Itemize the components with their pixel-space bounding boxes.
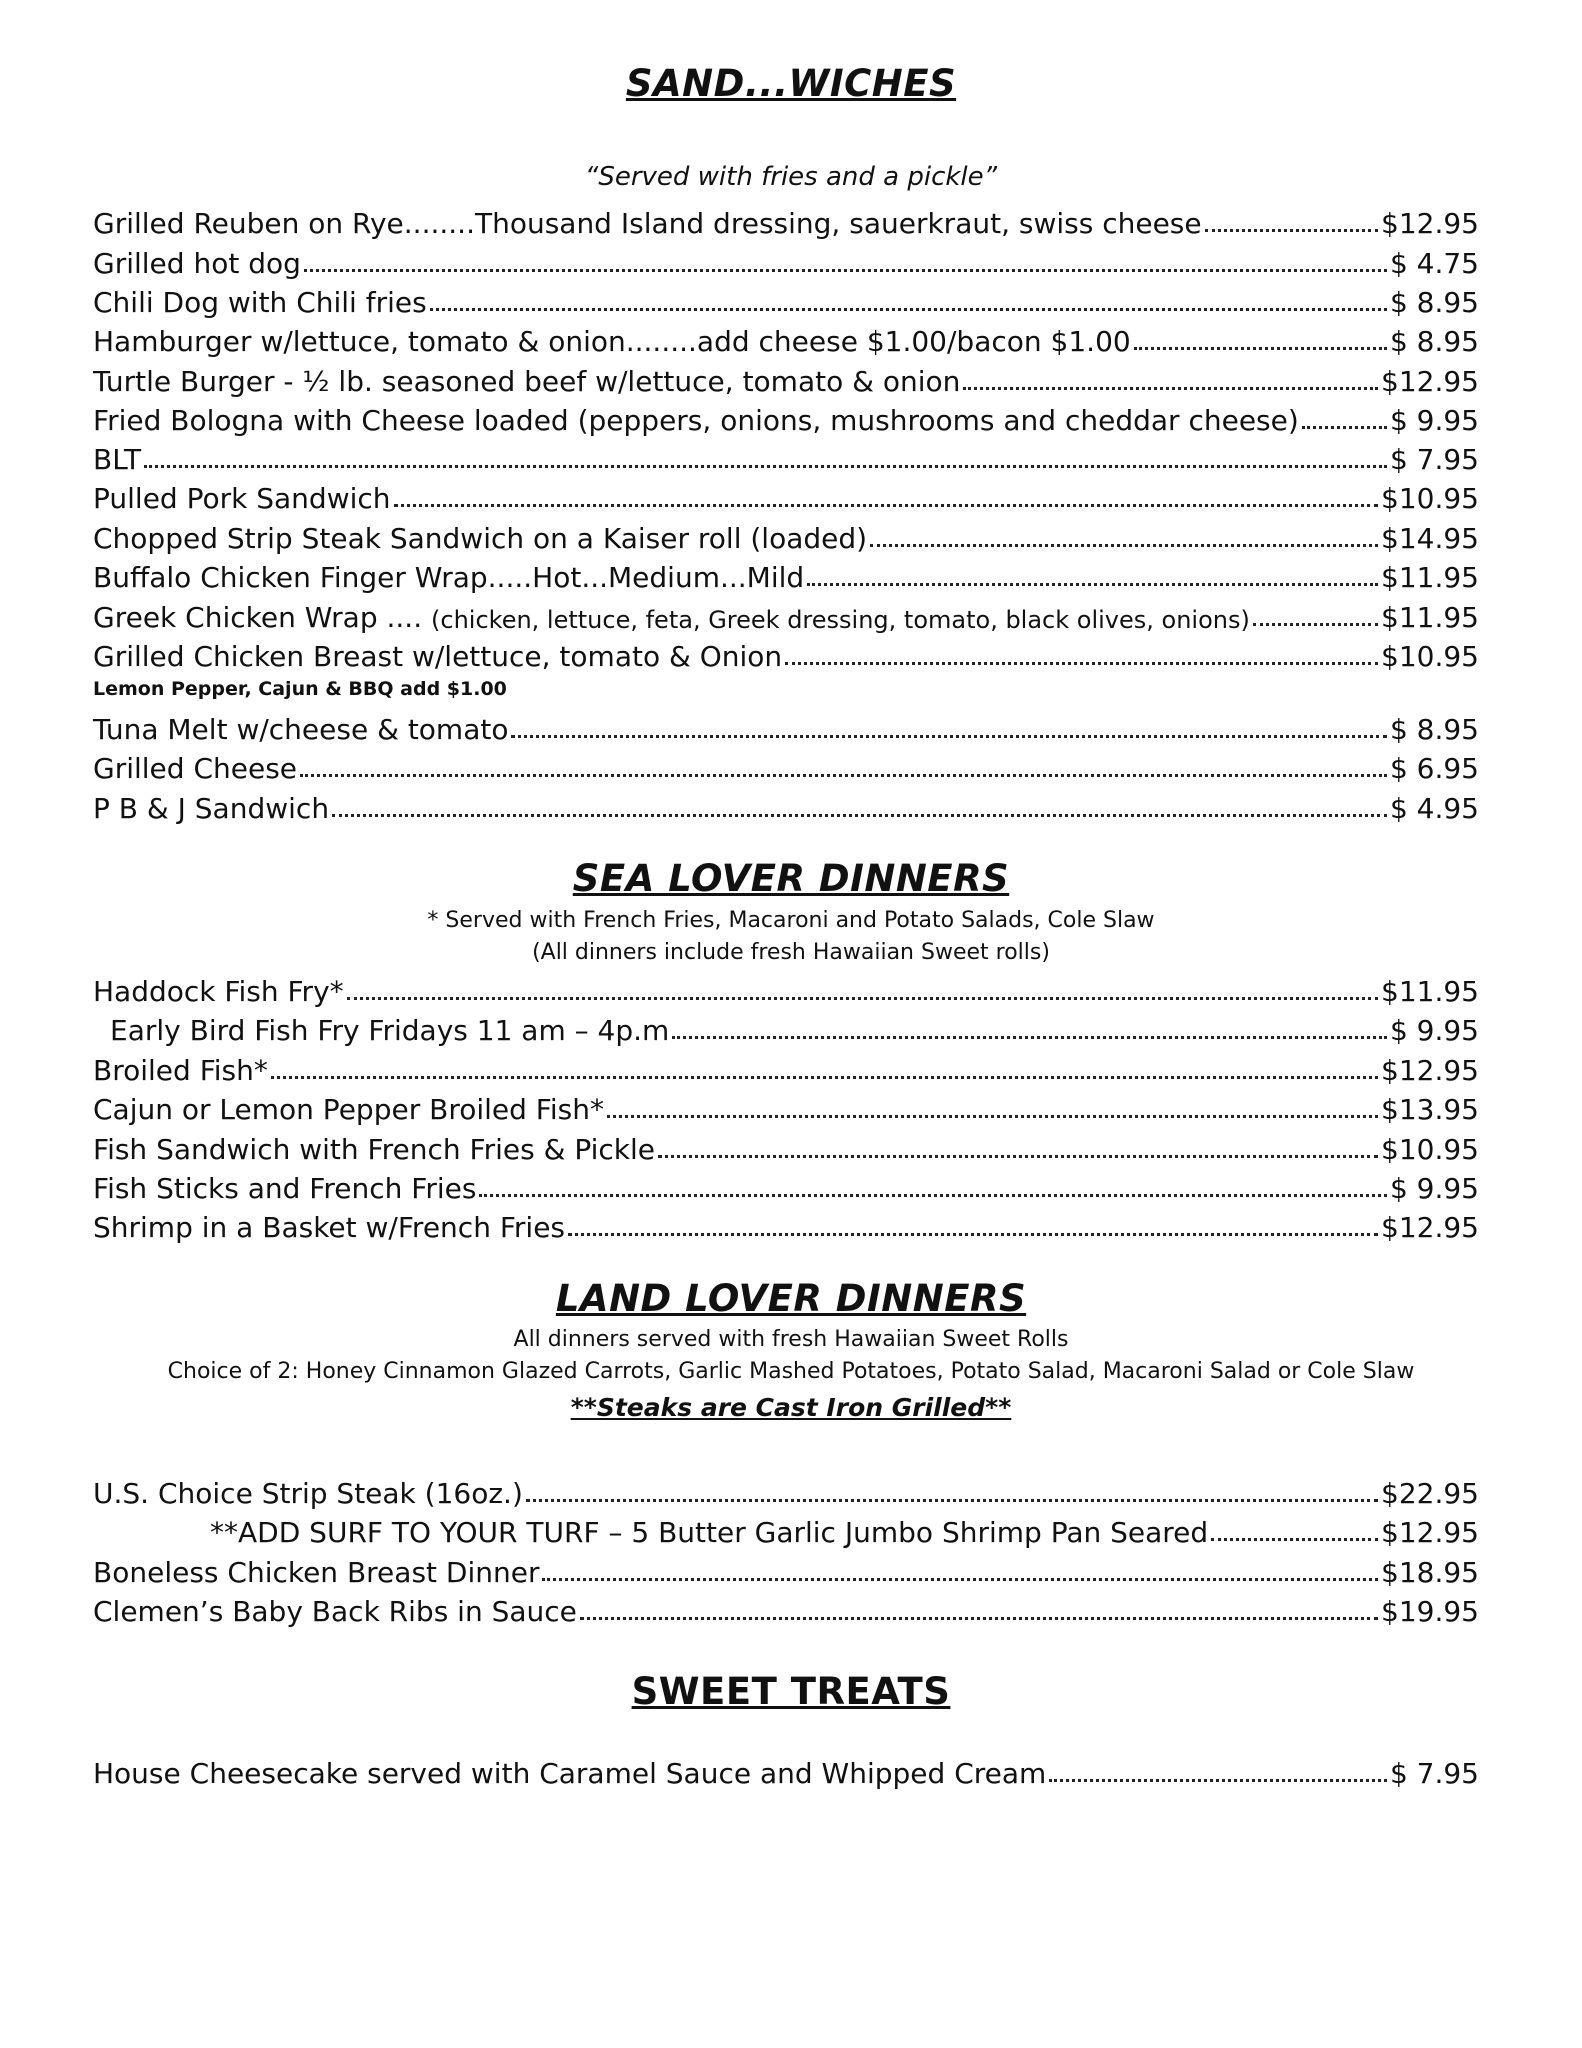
item-price: $ 8.95 [1389, 286, 1479, 319]
menu-item [93, 1126, 1479, 1166]
menu-item [93, 318, 1479, 358]
item-price: $ 9.95 [1389, 1014, 1479, 1047]
dot-leader [807, 583, 1378, 586]
item-price: $11.95 [1381, 601, 1479, 634]
menu-item [93, 554, 1479, 594]
dot-leader [479, 1194, 1386, 1197]
item-price: $12.95 [1381, 1516, 1479, 1549]
item-name: Grilled Chicken Breast w/lettuce, tomato & Onion [93, 640, 783, 673]
menu-item [93, 515, 1479, 555]
menu-item [93, 968, 1479, 1008]
item-name: Turtle Burger - ½ lb. seasoned beef w/lettuce, tomato & onion [93, 365, 961, 398]
dot-leader [1049, 1779, 1387, 1782]
menu-item [93, 1204, 1479, 1244]
dot-leader [672, 1036, 1387, 1039]
item-name: Greek Chicken Wrap .... [93, 601, 423, 634]
item-name: Pulled Pork Sandwich [93, 482, 391, 515]
item-name: Grilled Cheese [93, 752, 298, 785]
sandwich-addon-note: Lemon Pepper, Cajun & BBQ add $1.00 [93, 678, 507, 700]
dot-leader [511, 735, 1386, 738]
item-name: Fish Sticks and French Fries [93, 1172, 477, 1205]
item-price: $12.95 [1381, 1054, 1479, 1087]
item-price: $ 9.95 [1389, 404, 1479, 437]
menu-item [110, 1007, 1479, 1047]
item-price: $ 7.95 [1389, 443, 1479, 476]
dot-leader [542, 1578, 1378, 1581]
dot-leader [1134, 347, 1387, 350]
dot-leader [1211, 1538, 1378, 1541]
menu-item [210, 1509, 1479, 1549]
dot-leader [394, 504, 1379, 507]
menu-item [93, 1165, 1479, 1205]
item-name: BLT [93, 443, 142, 476]
menu-item [93, 1588, 1479, 1628]
dot-leader [526, 1499, 1378, 1502]
item-price: $14.95 [1381, 522, 1479, 555]
dot-leader [963, 387, 1378, 390]
dot-leader [430, 308, 1387, 311]
dot-leader [1253, 623, 1378, 626]
sandwiches-subtitle: “Served with fries and a pickle” [584, 162, 998, 192]
item-price: $ 9.95 [1389, 1172, 1479, 1205]
item-price: $ 6.95 [1389, 752, 1479, 785]
item-name: Fish Sandwich with French Fries & Pickle [93, 1133, 656, 1166]
dot-leader [271, 1076, 1378, 1079]
item-name: P B & J Sandwich [93, 792, 330, 825]
item-detail: (chicken, lettuce, feta, Greek dressing, tomato, black olives, onions) [431, 606, 1250, 634]
menu-item [93, 1470, 1479, 1510]
item-name: Early Bird Fish Fry Fridays 11 am – 4p.m [110, 1014, 670, 1047]
menu-item [93, 240, 1479, 280]
menu-item [93, 594, 1479, 634]
item-price: $11.95 [1381, 561, 1479, 594]
menu-item [93, 475, 1479, 515]
item-name: Boneless Chicken Breast Dinner [93, 1556, 540, 1589]
menu-item [93, 1047, 1479, 1087]
item-price: $12.95 [1381, 365, 1479, 398]
menu-item [93, 279, 1479, 319]
item-price: $13.95 [1381, 1093, 1479, 1126]
item-name: Haddock Fish Fry* [93, 975, 344, 1008]
item-name: Chili Dog with Chili fries [93, 286, 427, 319]
land-note-steaks: **Steaks are Cast Iron Grilled** [570, 1393, 1012, 1422]
dot-leader [568, 1233, 1378, 1236]
item-price: $22.95 [1381, 1477, 1479, 1510]
menu-item [93, 785, 1479, 825]
item-price: $10.95 [1381, 1133, 1479, 1166]
item-price: $10.95 [1381, 482, 1479, 515]
item-price: $19.95 [1381, 1595, 1479, 1628]
item-name: Tuna Melt w/cheese & tomato [93, 713, 509, 746]
item-name: Fried Bologna with Cheese loaded (peppers, onions, mushrooms and cheddar cheese) [93, 404, 1299, 437]
sea-lover-heading: SEA LOVER DINNERS [572, 857, 1010, 900]
item-price: $ 7.95 [1389, 1757, 1479, 1790]
item-price: $11.95 [1381, 975, 1479, 1008]
item-price: $ 8.95 [1389, 713, 1479, 746]
dot-leader [658, 1155, 1378, 1158]
item-name: Grilled hot dog [93, 247, 301, 280]
dot-leader [332, 814, 1387, 817]
item-price: $ 4.95 [1389, 792, 1479, 825]
dot-leader [870, 544, 1378, 547]
dot-leader [304, 269, 1387, 272]
dot-leader [347, 997, 1378, 1000]
item-price: $10.95 [1381, 640, 1479, 673]
dot-leader [144, 465, 1387, 468]
dot-leader [1302, 426, 1387, 429]
dot-leader [580, 1617, 1378, 1620]
menu-item [93, 436, 1479, 476]
sandwiches-heading: SAND...WICHES [625, 62, 957, 105]
item-price: $12.95 [1381, 207, 1479, 240]
menu-item [93, 633, 1479, 673]
dot-leader [785, 662, 1378, 665]
land-note-rolls: All dinners served with fresh Hawaiian Sweet Rolls [513, 1327, 1069, 1352]
item-price: $18.95 [1381, 1556, 1479, 1589]
menu-item [93, 397, 1479, 437]
sea-note-rolls: (All dinners include fresh Hawaiian Sweet rolls) [532, 940, 1050, 965]
item-name: Broiled Fish* [93, 1054, 268, 1087]
item-name: U.S. Choice Strip Steak (16oz.) [93, 1477, 523, 1510]
item-name: House Cheesecake served with Caramel Sauce and Whipped Cream [93, 1757, 1047, 1790]
item-name: Clemen’s Baby Back Ribs in Sauce [93, 1595, 577, 1628]
sweet-treats-heading: SWEET TREATS [631, 1670, 951, 1713]
dot-leader [607, 1115, 1378, 1118]
item-price: $12.95 [1381, 1211, 1479, 1244]
item-price: $ 4.75 [1389, 247, 1479, 280]
menu-item [93, 200, 1479, 240]
menu-item [93, 706, 1479, 746]
menu-item [93, 1549, 1479, 1589]
dot-leader [300, 774, 1387, 777]
item-name: Grilled Reuben on Rye........Thousand Island dressing, sauerkraut, swiss cheese [93, 207, 1202, 240]
menu-item [93, 745, 1479, 785]
item-name: Cajun or Lemon Pepper Broiled Fish* [93, 1093, 604, 1126]
menu-item [93, 1086, 1479, 1126]
land-note-sides: Choice of 2: Honey Cinnamon Glazed Carrots, Garlic Mashed Potatoes, Potato Salad, Macaroni Salad or Cole Slaw [167, 1359, 1415, 1384]
item-name: Shrimp in a Basket w/French Fries [93, 1211, 566, 1244]
item-name: Hamburger w/lettuce, tomato & onion........add cheese $1.00/bacon $1.00 [93, 325, 1131, 358]
menu-item [93, 1750, 1479, 1790]
sea-note-sides: * Served with French Fries, Macaroni and Potato Salads, Cole Slaw [427, 908, 1155, 933]
menu-item [93, 358, 1479, 398]
item-price: $ 8.95 [1389, 325, 1479, 358]
land-lover-heading: LAND LOVER DINNERS [555, 1277, 1027, 1320]
item-name: Chopped Strip Steak Sandwich on a Kaiser roll (loaded) [93, 522, 868, 555]
dot-leader [1205, 229, 1378, 232]
item-name: **ADD SURF TO YOUR TURF – 5 Butter Garlic Jumbo Shrimp Pan Seared [210, 1516, 1209, 1549]
item-name: Buffalo Chicken Finger Wrap.....Hot...Medium...Mild [93, 561, 805, 594]
